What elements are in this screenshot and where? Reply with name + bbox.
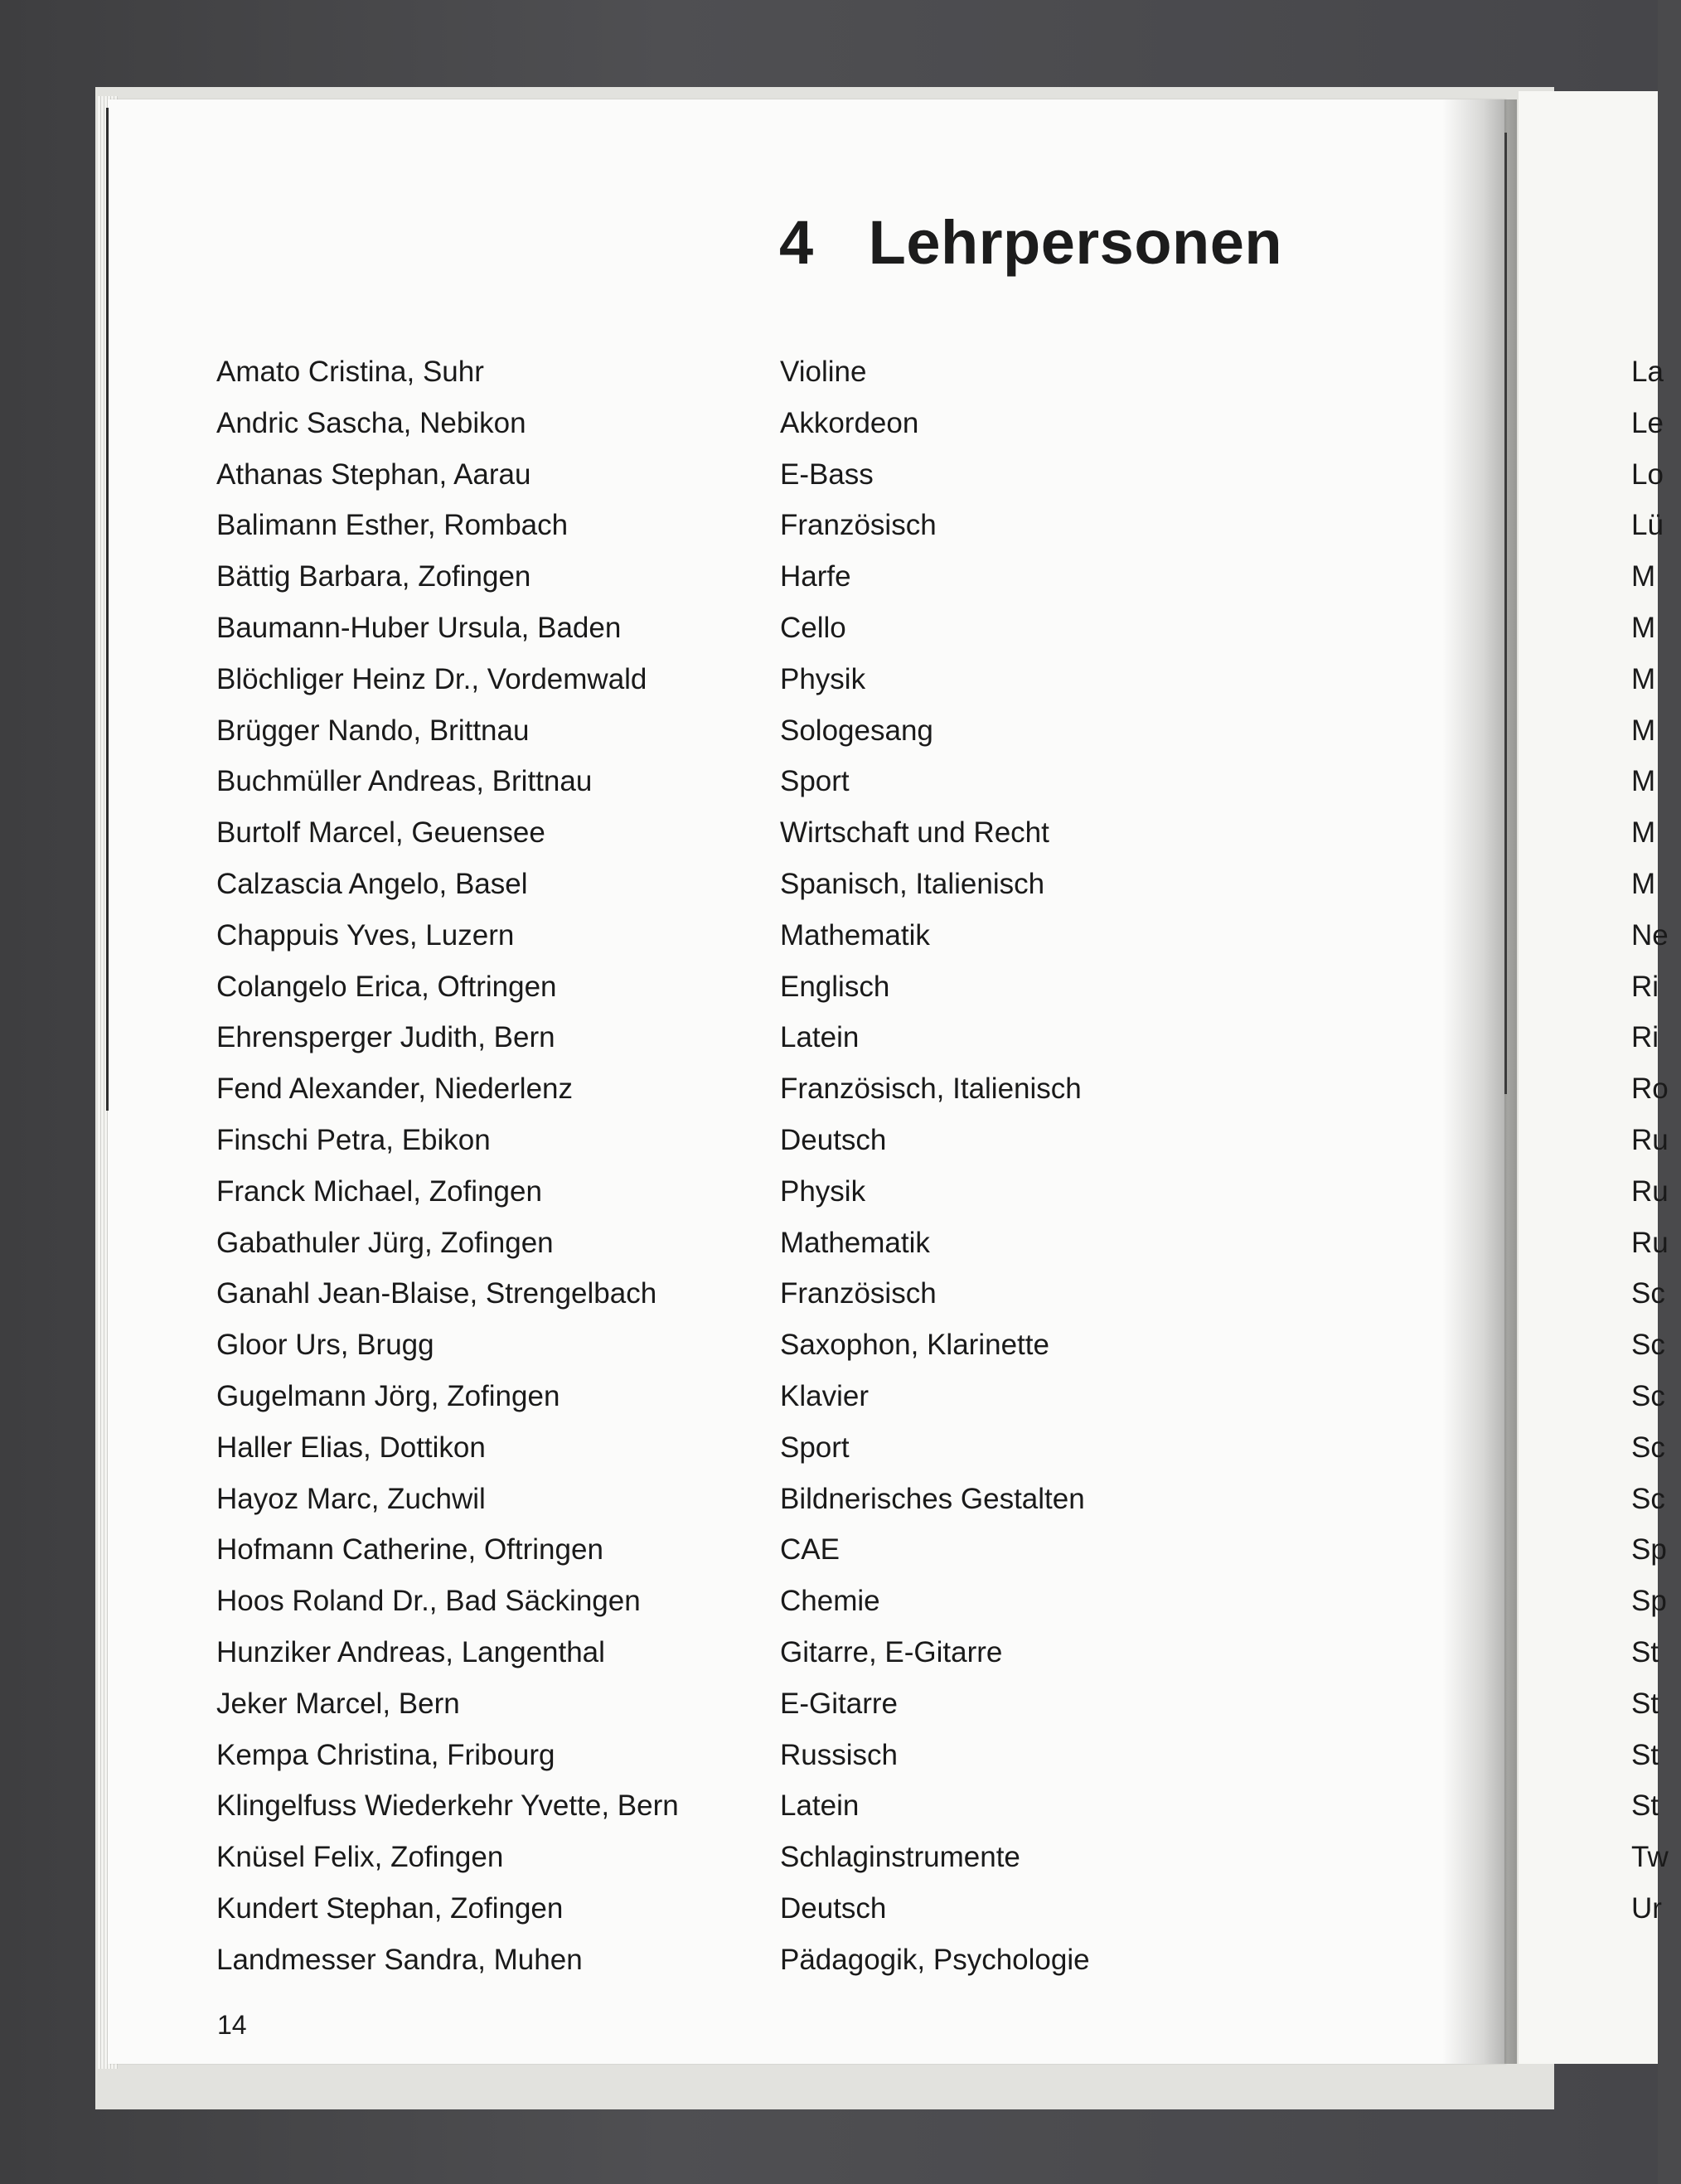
right-page-name-fragment: Tw — [1631, 1841, 1669, 1874]
teacher-subject: Englisch — [780, 970, 890, 1003]
teacher-name: Brügger Nando, Brittnau — [216, 714, 530, 747]
chapter-title — [779, 207, 1282, 278]
right-page-name-fragment: M — [1631, 765, 1656, 798]
teacher-name: Finschi Petra, Ebikon — [216, 1123, 491, 1156]
teacher-subject: Französisch — [780, 1277, 937, 1310]
teacher-subject: Wirtschaft und Recht — [780, 816, 1049, 850]
teacher-subject: Russisch — [780, 1738, 898, 1771]
teacher-name: Franck Michael, Zofingen — [216, 1174, 542, 1208]
right-page-name-fragment: Sc — [1631, 1379, 1665, 1412]
teacher-name: Knüsel Felix, Zofingen — [216, 1841, 504, 1874]
teacher-subject: E-Gitarre — [780, 1687, 898, 1720]
teacher-subject: Deutsch — [780, 1123, 887, 1156]
right-page-name-fragment: Ro — [1631, 1073, 1669, 1106]
right-page-name-fragment: La — [1631, 356, 1664, 388]
teacher-row — [216, 1427, 1460, 1479]
teacher-row — [216, 351, 1460, 403]
teacher-subject: Physik — [780, 662, 866, 695]
teacher-list — [216, 351, 1460, 1991]
teacher-subject: Bildnerisches Gestalten — [780, 1482, 1085, 1515]
teacher-subject: Sologesang — [780, 714, 933, 747]
teacher-subject: CAE — [780, 1533, 840, 1567]
right-page-name-fragment: Ru — [1631, 1174, 1669, 1208]
right-page-name-fragment: Ri — [1631, 970, 1659, 1003]
teacher-row — [216, 1939, 1460, 1991]
right-page-name-fragment: St — [1631, 1789, 1659, 1823]
teacher-subject: Latein — [780, 1021, 860, 1054]
right-page-name-fragment: St — [1631, 1738, 1659, 1771]
teacher-name: Calzascia Angelo, Basel — [216, 867, 528, 900]
teacher-name: Haller Elias, Dottikon — [216, 1431, 486, 1464]
teacher-name: Athanas Stephan, Aarau — [216, 458, 531, 491]
right-page-name-fragment: Lo — [1631, 458, 1664, 491]
teacher-name: Kempa Christina, Fribourg — [216, 1738, 555, 1771]
right-page-name-fragment: Sc — [1631, 1277, 1665, 1310]
right-page-name-fragment: Ne — [1631, 918, 1669, 952]
right-page-name-fragment: M — [1631, 867, 1656, 900]
teacher-subject: Latein — [780, 1789, 860, 1823]
right-page-name-fragment: Sc — [1631, 1431, 1665, 1464]
teacher-subject: Mathematik — [780, 918, 930, 952]
teacher-name: Amato Cristina, Suhr — [216, 356, 484, 388]
teacher-subject: Cello — [780, 611, 846, 644]
teacher-name: Hayoz Marc, Zuchwil — [216, 1482, 486, 1515]
teacher-name: Gloor Urs, Brugg — [216, 1329, 434, 1362]
teacher-row — [216, 1273, 1460, 1324]
teacher-row — [216, 1735, 1460, 1786]
teacher-row — [216, 403, 1460, 454]
teacher-name: Fend Alexander, Niederlenz — [216, 1073, 573, 1106]
teacher-subject: Sport — [780, 765, 850, 798]
chapter-title-text: Lehrpersonen — [868, 208, 1283, 277]
right-page-column — [1631, 351, 1681, 1939]
right-page-name-fragment: Sc — [1631, 1482, 1665, 1515]
teacher-row — [216, 608, 1460, 659]
teacher-name: Hofmann Catherine, Oftringen — [216, 1533, 603, 1567]
page-number: 14 — [217, 2010, 247, 2040]
teacher-subject: Saxophon, Klarinette — [780, 1329, 1049, 1362]
teacher-subject: Französisch, Italienisch — [780, 1073, 1082, 1106]
teacher-row — [216, 454, 1460, 506]
teacher-row — [216, 915, 1460, 966]
teacher-subject: Physik — [780, 1174, 866, 1208]
teacher-subject: Akkordeon — [780, 406, 919, 439]
page-edge-line — [106, 108, 109, 1111]
teacher-name: Burtolf Marcel, Geuensee — [216, 816, 545, 850]
right-page-name-fragment: Sp — [1631, 1585, 1667, 1618]
teacher-name: Bättig Barbara, Zofingen — [216, 560, 531, 593]
teacher-name: Hunziker Andreas, Langenthal — [216, 1635, 605, 1668]
teacher-row — [216, 556, 1460, 608]
teacher-subject: Chemie — [780, 1585, 880, 1618]
teacher-name: Gugelmann Jörg, Zofingen — [216, 1379, 560, 1412]
teacher-name: Gabathuler Jürg, Zofingen — [216, 1226, 554, 1259]
teacher-subject: Violine — [780, 356, 867, 388]
teacher-name: Kundert Stephan, Zofingen — [216, 1891, 564, 1925]
teacher-row — [216, 505, 1460, 556]
teacher-subject: Mathematik — [780, 1226, 930, 1259]
teacher-row — [216, 1068, 1460, 1120]
right-page-name-fragment: Sp — [1631, 1533, 1667, 1567]
right-page-name-fragment: Ru — [1631, 1226, 1669, 1259]
teacher-row — [216, 659, 1460, 710]
teacher-name: Hoos Roland Dr., Bad Säckingen — [216, 1585, 641, 1618]
teacher-subject: Harfe — [780, 560, 851, 593]
teacher-name: Balimann Esther, Rombach — [216, 509, 569, 542]
teacher-row — [216, 1785, 1460, 1837]
teacher-name: Chappuis Yves, Luzern — [216, 918, 515, 952]
teacher-name: Jeker Marcel, Bern — [216, 1687, 460, 1720]
teacher-name: Landmesser Sandra, Muhen — [216, 1943, 583, 1976]
spine-line — [1504, 133, 1507, 1094]
teacher-name: Buchmüller Andreas, Brittnau — [216, 765, 593, 798]
teacher-name: Baumann-Huber Ursula, Baden — [216, 611, 622, 644]
teacher-subject: Sport — [780, 1431, 850, 1464]
teacher-subject: Gitarre, E-Gitarre — [780, 1635, 1003, 1668]
teacher-row — [216, 1324, 1460, 1376]
teacher-subject: Deutsch — [780, 1891, 887, 1925]
right-page-name-fragment: St — [1631, 1635, 1659, 1668]
teacher-row — [216, 1376, 1460, 1427]
teacher-row — [216, 1581, 1460, 1632]
right-page-name-fragment: M — [1631, 611, 1656, 644]
teacher-row — [216, 864, 1460, 915]
teacher-row — [216, 1837, 1460, 1888]
right-page-name-fragment: Le — [1631, 406, 1664, 439]
right-page-name-fragment: Ur — [1631, 1891, 1662, 1925]
teacher-name: Klingelfuss Wiederkehr Yvette, Bern — [216, 1789, 679, 1823]
teacher-subject: E-Bass — [780, 458, 874, 491]
teacher-name: Colangelo Erica, Oftringen — [216, 970, 557, 1003]
teacher-row — [216, 1223, 1460, 1274]
teacher-row — [216, 1683, 1460, 1735]
teacher-subject: Spanisch, Italienisch — [780, 867, 1045, 900]
right-page-name-fragment: Ri — [1631, 1021, 1659, 1054]
teacher-row — [216, 1888, 1460, 1939]
right-page-name-fragment: Sc — [1631, 1329, 1665, 1362]
teacher-row — [216, 1171, 1460, 1223]
teacher-row — [216, 710, 1460, 762]
teacher-name: Andric Sascha, Nebikon — [216, 406, 526, 439]
teacher-row — [216, 1017, 1460, 1068]
right-page-name-fragment: M — [1631, 560, 1656, 593]
teacher-row — [216, 1632, 1460, 1683]
teacher-row — [216, 1120, 1460, 1171]
teacher-subject: Französisch — [780, 509, 937, 542]
right-page-name-fragment: M — [1631, 714, 1656, 747]
teacher-row — [216, 1529, 1460, 1581]
teacher-row — [216, 966, 1460, 1018]
teacher-row — [216, 1479, 1460, 1530]
teacher-name: Ehrensperger Judith, Bern — [216, 1021, 555, 1054]
teacher-subject: Klavier — [780, 1379, 869, 1412]
right-page-name-fragment: M — [1631, 662, 1656, 695]
teacher-row — [216, 761, 1460, 812]
right-page-name-fragment: M — [1631, 816, 1656, 850]
right-page-name-fragment: Ru — [1631, 1123, 1669, 1156]
right-page-name-fragment: Lü — [1631, 509, 1664, 542]
teacher-name: Blöchliger Heinz Dr., Vordemwald — [216, 662, 647, 695]
teacher-row — [216, 812, 1460, 864]
chapter-number: 4 — [779, 208, 814, 277]
teacher-subject: Schlaginstrumente — [780, 1841, 1020, 1874]
teacher-subject: Pädagogik, Psychologie — [780, 1943, 1090, 1976]
teacher-name: Ganahl Jean-Blaise, Strengelbach — [216, 1277, 657, 1310]
right-page-name-fragment: St — [1631, 1687, 1659, 1720]
